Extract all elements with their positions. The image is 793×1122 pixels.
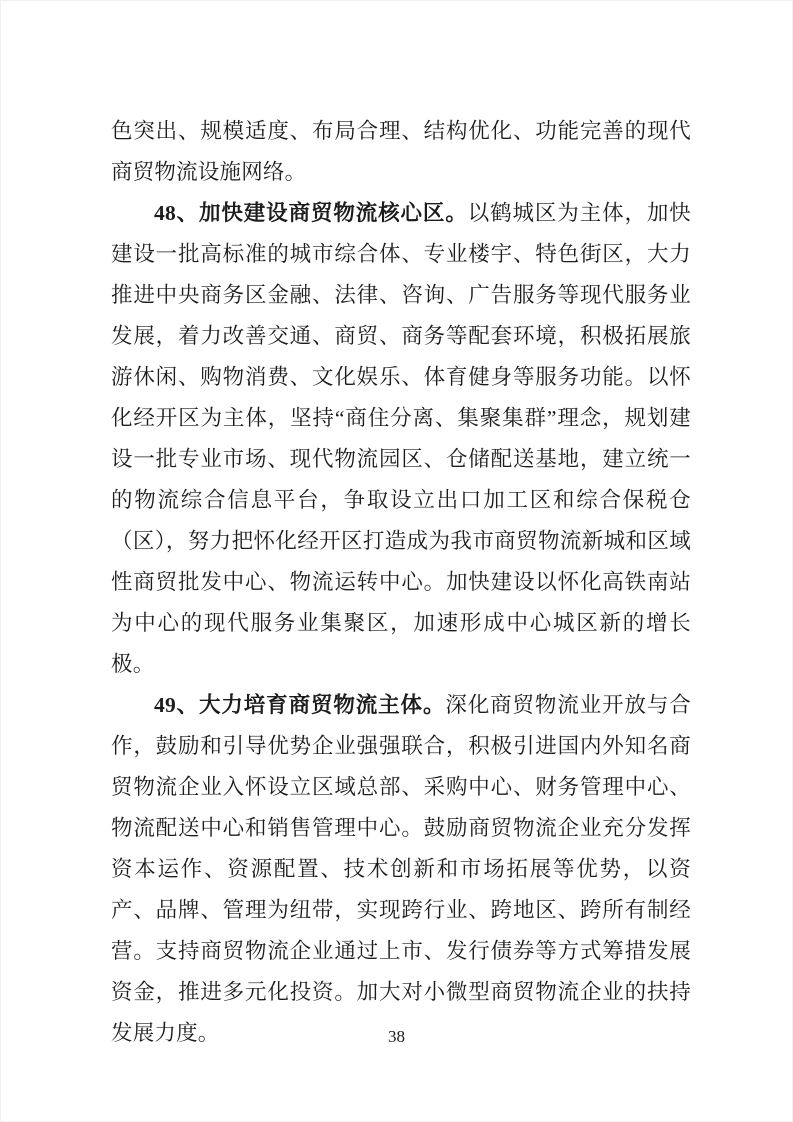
section-48-heading: 48、加快建设商贸物流核心区。: [154, 201, 468, 225]
paragraph-continuation-text: 色突出、规模适度、布局合理、结构优化、功能完善的现代商贸物流设施网络。: [111, 119, 691, 184]
section-49-heading: 49、大力培育商贸物流主体。: [154, 693, 446, 717]
section-49-body: 深化商贸物流业开放与合作，鼓励和引导优势企业强强联合，积极引进国内外知名商贸物流企业入怀设立区域总部、采购中心、财务管理中心、物流配送中心和销售管理中心。鼓励商贸物流企业充分发挥资本运作、资源配置、技术创新和市场拓展等优势，以资产、品牌、管理为纽带，实现跨行业、跨地区、跨所有制经营。支持商贸物流企业通过上市、发行债券等方式筹措发展资金，推进多元化投资。加大对小微型商贸物流企业的扶持发展力度。: [111, 693, 691, 1045]
paragraph-continuation: [111, 111, 691, 193]
section-48-body: 以鹤城区为主体，加快建设一批高标准的城市综合体、专业楼宇、特色街区，大力推进中央商务区金融、法律、咨询、广告服务等现代服务业发展，着力改善交通、商贸、商务等配套环境，积极拓展旅游休闲、购物消费、文化娱乐、体育健身等服务功能。以怀化经开区为主体，坚持“商住分离、集聚集群”理念，规划建设一批专业市场、现代物流园区、仓储配送基地，建立统一的物流综合信息平台，争取设立出口加工区和综合保税仓（区），努力把怀化经开区打造成为我市商贸物流新城和区域性商贸批发中心、物流运转中心。加快建设以怀化高铁南站为中心的现代服务业集聚区，加速形成中心城区新的增长极。: [111, 201, 691, 676]
page-number: 38: [388, 1027, 405, 1046]
document-body: [111, 111, 691, 1054]
paragraph-section-49: [111, 685, 691, 1054]
paragraph-section-48: [111, 193, 691, 685]
